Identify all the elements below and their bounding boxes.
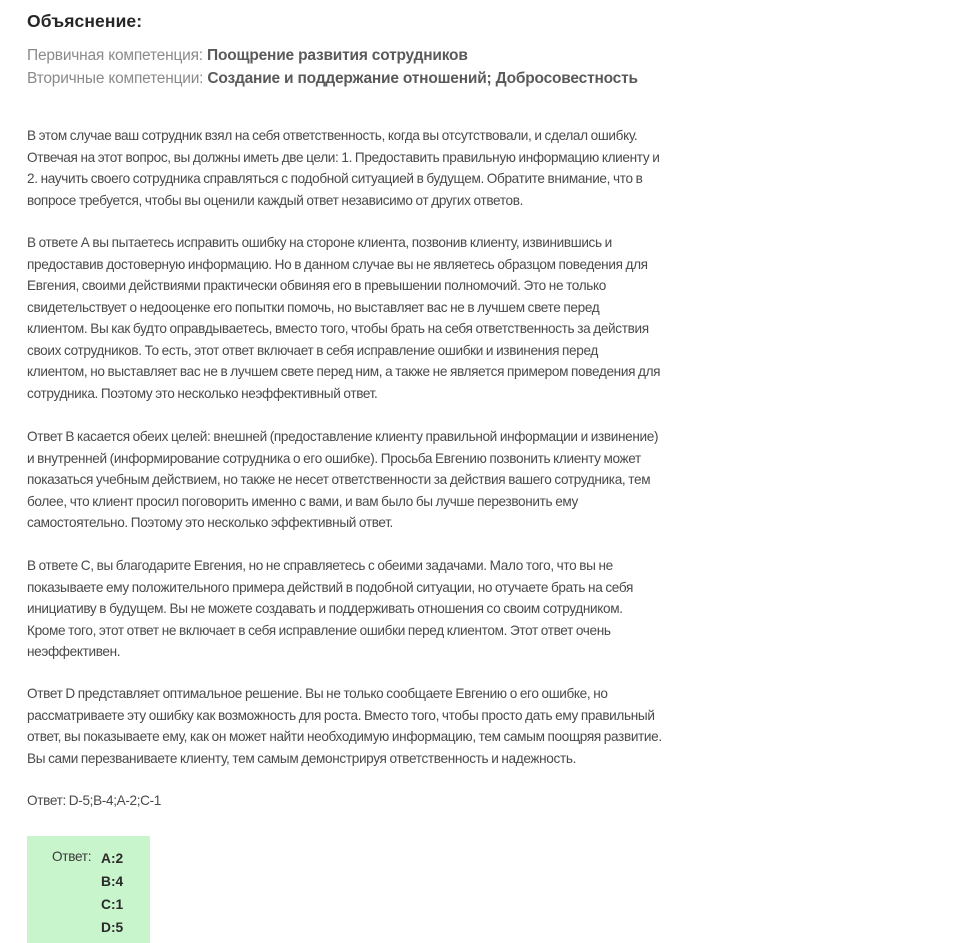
secondary-competencies (27, 70, 638, 88)
answer-box-label: Ответ: (52, 849, 92, 864)
answer-item-b: B:4 (101, 874, 124, 889)
answer-box-items (101, 847, 123, 939)
answer-item-a: A:2 (101, 851, 124, 866)
text-line: Вы сами перезваниваете клиенту, тем самым демонстрируя ответственность и надежность. (27, 750, 576, 766)
text-line: В ответе А вы пытаетесь исправить ошибку на стороне клиента, позвонив клиенту, извинившись и (27, 235, 612, 250)
paragraph-answer-a (27, 232, 767, 404)
text-line: Ответ D представляет оптимальное решение. Вы не только сообщаете Евгению о его ошибке, но (27, 686, 608, 701)
text-line: неэффективен. (27, 644, 121, 659)
text-line: рассматриваете эту ошибку как возможность для роста. Вместо того, чтобы просто дать ему правильный (27, 707, 655, 723)
explanation-title: Объяснение: (27, 11, 143, 31)
paragraph-intro (27, 125, 767, 211)
primary-competency (27, 47, 468, 65)
secondary-competencies-label: Вторичные компетенции: (27, 70, 208, 87)
text-line: сотрудника. Поэтому это несколько неэффективный ответ. (27, 385, 378, 401)
text-line: показаться учебным действием, но также не несет ответственности за действия вашего сотрудника, тем (27, 472, 651, 487)
text-line: самостоятельно. Поэтому это несколько эффективный ответ. (27, 515, 393, 530)
text-line: клиентом. Вы как будто оправдываетесь, вместо того, чтобы брать на себя ответственность за действия (27, 321, 649, 336)
answer-item-c: C:1 (101, 897, 124, 912)
text-line: В ответе C, вы благодарите Евгения, но не справляетесь с обеими задачами. Мало того, что вы не (27, 558, 613, 573)
text-line: и внутренней (информирование сотрудника о его ошибке). Просьба Евгению позвонить клиенту может (27, 450, 641, 466)
text-line: клиентом, но выставляет вас не в лучшем свете перед ним, а также не является примером поведения для (27, 364, 661, 379)
answer-summary (27, 790, 767, 812)
text-line: более, что клиент просил поговорить именно с вами, и вам было бы лучше перезвонить ему (27, 493, 579, 509)
text-line: свидетельствует о недооценке его попытки помочь, но выставляет вас не в лучшем свете перед (27, 299, 600, 315)
paragraph-answer-b (27, 426, 767, 534)
text-line: Отвечая на этот вопрос, вы должны иметь две цели: 1. Предоставить правильную информацию клиенту и (27, 149, 660, 165)
paragraph-answer-d (27, 683, 767, 769)
answer-ranking-text: Ответ: D-5;B-4;A-2;C-1 (27, 793, 162, 808)
paragraph-answer-c (27, 555, 767, 663)
text-line: показываете ему положительного примера действий в подобной ситуации, но отучаете брать на себя (27, 579, 633, 595)
text-line: вопросе требуется, чтобы вы оценили каждый ответ независимо от других ответов. (27, 192, 524, 208)
answer-box (27, 836, 150, 943)
text-line: В этом случае ваш сотрудник взял на себя ответственность, когда вы отсутствовали, и сделал ошибку. (27, 128, 638, 143)
text-line: Кроме того, этот ответ не включает в себя исправление ошибки перед клиентом. Этот ответ очень (27, 622, 611, 638)
text-line: Евгения, своими действиями практически обвиняя его в превышении полномочий. Это не только (27, 278, 606, 293)
primary-competency-label: Первичная компетенция: (27, 47, 208, 64)
text-line: своих сотрудников. То есть, этот ответ включает в себя исправление ошибки и извинения перед (27, 342, 598, 358)
primary-competency-value: Поощрение развития сотрудников (207, 47, 468, 64)
text-line: Ответ B касается обеих целей: внешней (предоставление клиенту правильной информации и извинение) (27, 429, 659, 444)
text-line: 2. научить своего сотрудника справляться с подобной ситуацией в будущем. Обратите внимание, что в (27, 171, 643, 186)
text-line: предоставив достоверную информацию. Но в данном случае вы не являетесь образцом поведения для (27, 256, 648, 272)
text-line: инициативу в будущем. Вы не можете создавать и поддерживать отношения со своим сотрудником. (27, 601, 623, 616)
answer-item-d: D:5 (101, 920, 124, 935)
secondary-competencies-value: Создание и поддержание отношений; Добросовестность (207, 70, 638, 87)
text-line: ответ, вы показываете ему, как он может найти необходимую информацию, тем самым поощряя развитие. (27, 729, 662, 744)
